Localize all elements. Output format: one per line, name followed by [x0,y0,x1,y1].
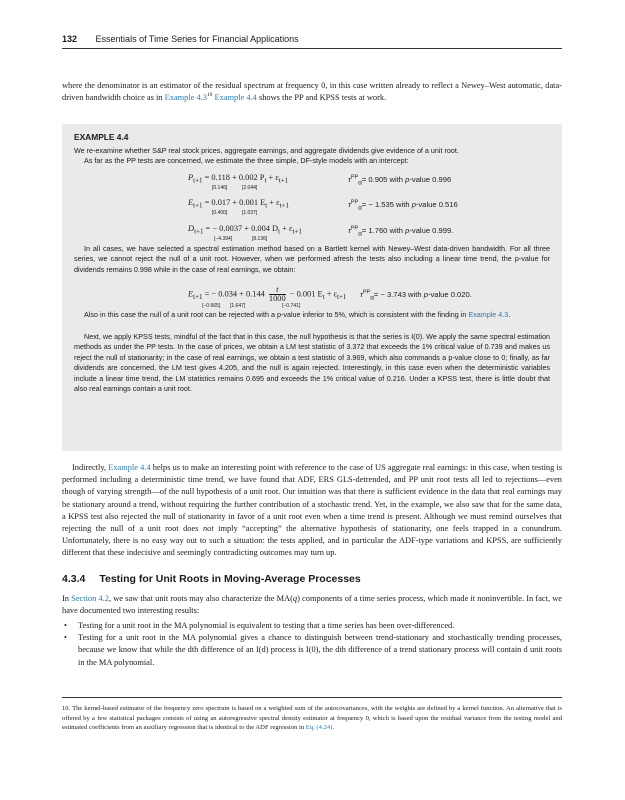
tau-symbol: τ [348,175,351,184]
list-item-text: Testing for a unit root in the MA polynomial is equivalent to testing that a time series has been over-differenced. [78,621,455,630]
eq-body-sub: t [278,227,281,236]
std-error-2: [1.647] [230,303,246,309]
section-intro-text-3: ) components of a time series process, which made it noninvertible. In fact, we have documented two interesting results: [62,594,562,616]
running-title: Essentials of Time Series for Financial Applications [95,34,299,44]
example-paragraph-2: As far as the PP tests are concerned, we estimate the three simple, DF-style models with an intercept: [84,156,409,165]
list-item-text: Testing for a unit root in the MA polynomial gives a chance to distinguish between trend-stationary and stochastically trending processes, because we know that while the dth difference of an I(d) process is I(0), the dth difference of a trend stationary process will contain d unit roots in the MA polynomial. [78,633,562,667]
footnote-marker[interactable]: 10 [206,92,213,99]
pp-stat-dividends [348,226,453,238]
eq-body-sub: t [264,176,267,185]
section-intro-paragraph [62,593,562,617]
eq-error-sub: t+1 [337,293,347,302]
eq-error-sub: t+1 [278,176,289,185]
equation-dividends [188,224,302,242]
eq-body: = − 0.034 + 0.144 [204,289,265,299]
intro-text-end: shows the PP and KPSS tests at work. [256,93,387,103]
eq-error: + ε [269,198,280,207]
equation-prices [188,173,289,191]
tau-sup: PP [350,174,359,181]
eq-sub: t+1 [193,201,203,210]
link-example-4-3[interactable]: Example 4.3 [468,310,509,319]
list-item [62,620,562,632]
p-value: -value 0.999. [409,226,454,235]
eq-error: + ε [282,224,293,233]
std-error-1: [0.400] [212,210,228,216]
intro-paragraph [62,80,562,104]
example-paragraph-5: Next, we apply KPSS tests, mindful of the fact that in this case, the null hypothesis is that the series is I(0). We apply the same spectral estimation methods as under the PP tests. In the case of prices, we obtain a LM test statistic of 3.372 that exceeds the 1% critical value of 0.739 and makes us reject the null of stationarity; in the case of real earnings, we obtain a test statistic of 3.969, which also commands a p-value close to 0; finally, as far dividends are concerned, the LM test gives 4.205, and the null is again rejected. Interestingly, in this case even when the deterministic variables include a linear time trend, the LM statistics remains 0.695 and exceeds the 1% critical value of 0.216. Under a KPSS test, there is little doubt that also real earnings contain a unit root. [74,332,550,394]
link-example-4-4[interactable]: Example 4.4 [108,463,151,472]
eq-body-2: − 0.001 E [289,289,323,299]
pp-stat-value: = 1.760 with [361,226,406,235]
eq-error-sub: t+1 [292,227,302,236]
list-item [62,632,562,669]
fraction-denominator: 1000 [268,294,286,303]
std-error-3: [−0.741] [282,303,301,309]
eq-lhs: P [188,173,194,182]
bullet-icon: • [64,621,67,630]
link-section-4-2[interactable]: Section 4.2 [71,594,109,603]
pp-stat-earnings-trend [360,290,472,302]
p-label: p [405,226,410,235]
pp-stat-value: = − 3.743 with [373,290,424,299]
std-error-2: [8.136] [252,236,268,242]
bullet-icon: • [64,633,67,643]
tau-sub: α [358,204,362,212]
running-header [62,34,299,44]
link-eq-4-24[interactable]: Eq. (4.24) [305,724,333,732]
p4-text: Also in this case the null of a unit root can be rejected with a p-value inferior to 5%, which is consistent with the finding in [84,310,469,319]
trend-fraction [269,286,286,303]
tau-sub: α [358,179,362,187]
discussion-text-3: imply “accepting” the alternative hypothesis of stationarity, one feels trapped in a conundrum. Unfortunately, there is no easy way out to such a situation: the tests applied, and in particular the ADF-type variations and KPSS, are sufficiently different that these indecisive and seemingly contradicting outcomes may turn up. [62,524,562,558]
tau-symbol: τ [348,226,351,235]
section-intro-text-2: , we saw that unit roots may also characterize the MA( [108,594,293,603]
p-value: -value 0.996 [409,175,452,184]
footnote-rule [62,697,562,698]
section-intro-text: In [62,594,72,603]
eq-error-sub: t+1 [279,201,289,210]
eq-body: = 0.118 + 0.002 P [204,173,265,182]
eq-lhs: D [188,224,195,233]
discussion-text: Indirectly, [72,463,109,472]
link-example-4-4[interactable]: Example 4.4 [214,93,257,103]
results-list [62,620,562,669]
p-value: -value 0.020. [427,290,472,299]
pp-stat-earnings [348,200,458,212]
section-heading [62,573,361,585]
std-error-2: [2.044] [242,185,258,191]
equation-earnings-trend [188,285,347,309]
eq-sub: t+1 [193,293,203,302]
pp-stat-value: = − 1.535 with [361,200,412,209]
tau-sub: α [370,294,374,302]
footnote [62,704,562,733]
fraction-numerator: t [269,286,286,295]
example-box [62,124,562,451]
equation-earnings [188,198,289,216]
intro-text: where the denominator is an estimator of the residual spectrum at frequency 0, in this case written already to reflect a Newey–West automatic, data-driven bandwidth choice as in [62,81,562,103]
section-title: Testing for Unit Roots in Moving-Average Processes [99,573,361,585]
footnote-text-end: . [332,724,335,732]
pp-stat-value: = 0.905 with [361,175,406,184]
tau-symbol: τ [348,200,351,209]
pp-stat-prices [348,175,451,187]
eq-lhs: E [188,289,194,299]
std-error-1: [−4.394] [214,236,233,242]
p4-text-end: . [508,310,511,319]
p-label: p [411,200,416,209]
p-value: -value 0.516 [415,200,458,209]
eq-sub: t+1 [194,227,204,236]
discussion-text-2: helps us to make an interesting point with reference to the case of US aggregate real earnings: in this case, when testing is performed including a deterministic time trend, we have found that ADF, ERS GLS-detrended, and PP unit root tests all led to rejections—even though of varying strength—of the null hypothesis of a unit root. Our intuition was that there is sufficient evidence in the data that real earnings may be stationary around a trend, without requiring the further contribution of a stochastic trend. Yet, in the example, we also saw that for the same data, a KPSS test also rejected the null of stationarity in favor of a unit root even when a time trend is present. Although we must remind ourselves that rejecting the null of a unit root does [62,463,562,534]
footnote-text: 10. The kernel-based estimator of the frequency zero spectrum is based on a weighted sum of the autocovariances, with the weights are defined by a kernel function. An alternative that is offered by a few statistical packages consists of using an autoregressive spectral density estimator at frequency 0, which is based upon the residual variance from the testing model and estimated coefficients from an auxiliary regression that is identical to the ADF regression in [62,705,562,732]
eq-body-sub: t [265,201,268,210]
emphasis-not: not [202,524,214,534]
std-error-1: [0.146] [212,185,228,191]
tau-sup: PP [350,199,359,206]
page-number: 132 [62,34,78,44]
example-title: EXAMPLE 4.4 [74,132,129,142]
q-symbol: q [292,594,298,603]
eq-body: = − 0.0037 + 0.004 D [205,224,279,233]
p-label: p [405,175,410,184]
p-label: p [423,290,428,299]
tau-sup: PP [362,289,371,296]
tau-sup: PP [350,225,359,232]
eq-error: + ε [268,173,279,182]
tau-symbol: τ [360,290,363,299]
std-error-2: [1.037] [242,210,258,216]
example-paragraph-3: In all cases, we have selected a spectral estimation method based on a Bartlett kernel with Newey–West data-driven bandwidth. For all three series, we cannot reject the null of a unit root. However, when we performed afresh the tests also including a linear time trend, the p-value for dividends remains 0.998 while in the case of real earnings, we obtain: [74,244,550,274]
link-example-4-3[interactable]: Example 4.3 [164,93,207,103]
eq-sub: t+1 [193,176,203,185]
tau-sub: α [358,230,362,238]
eq-error: + ε [326,289,338,299]
header-rule [62,48,562,49]
eq-body: = 0.017 + 0.001 E [204,198,266,207]
example-paragraph-1: We re-examine whether S&P real stock prices, aggregate earnings, and aggregate dividends give evidence of a unit root. [74,146,459,155]
eq-lhs: E [188,198,194,207]
section-number: 4.3.4 [62,573,86,585]
discussion-paragraph [62,462,562,560]
example-paragraph-4 [74,310,550,320]
std-error-1: [−0.665] [202,303,221,309]
eq-body-sub: t [322,293,325,302]
